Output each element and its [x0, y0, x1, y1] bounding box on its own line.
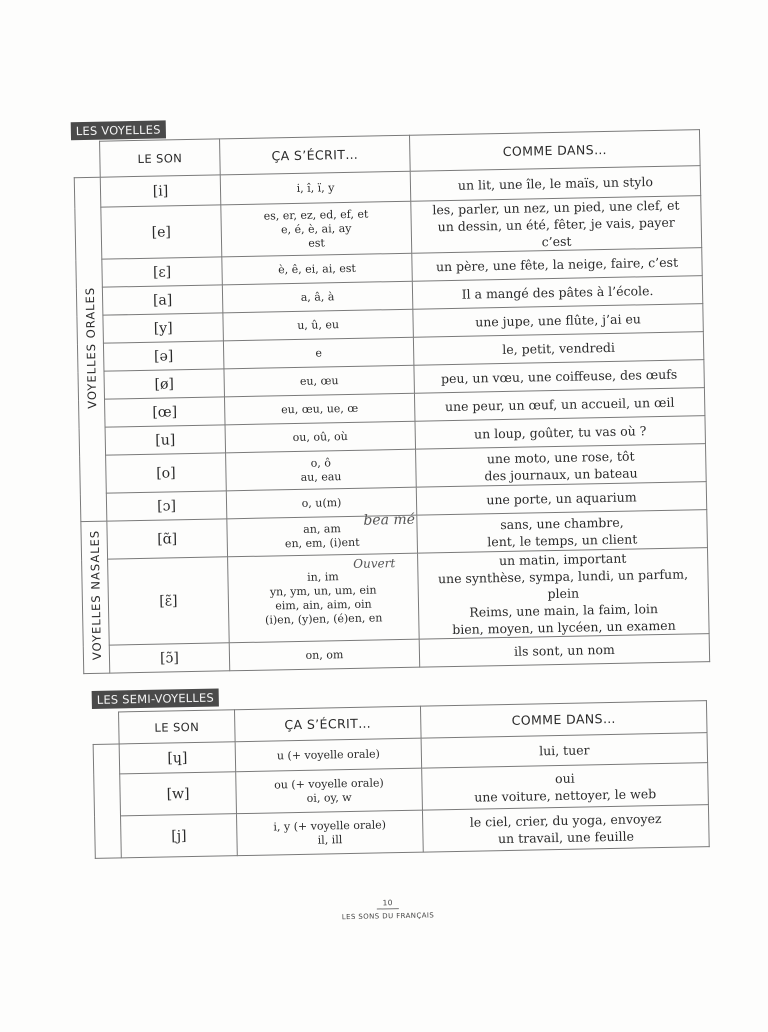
exemple-line: lent, le temps, un client — [487, 530, 638, 549]
ecrit-cell — [223, 337, 414, 369]
ecrit-line: eu, œu — [299, 373, 339, 388]
exemple-line: des journaux, un bateau — [484, 464, 638, 483]
ecrit-line: il, ill — [317, 832, 343, 847]
exemple-cell — [422, 763, 709, 810]
header-exemple: COMME DANS… — [409, 130, 700, 172]
exemple-line: lui, tuer — [538, 742, 590, 759]
exemple-cell — [418, 548, 710, 640]
exemple-line: peu, un vœu, une coiffeuse, des œufs — [440, 366, 678, 387]
son-cell: [ɛ̃] — [108, 557, 230, 645]
exemple-line: un travail, une feuille — [497, 828, 635, 846]
son-cell: [w] — [120, 772, 237, 816]
ecrit-line: eim, ain, aim, oin — [275, 597, 372, 612]
exemple-line: un loup, goûter, tu vas où ? — [473, 423, 647, 442]
exemple-line: un matin, important — [498, 550, 627, 569]
exemple-cell — [416, 444, 707, 488]
son-cell: [j] — [121, 814, 238, 858]
ecrit-cell — [226, 449, 417, 491]
exemple-cell — [417, 510, 708, 554]
son-cell: [œ] — [105, 397, 226, 427]
son-cell: [o] — [106, 453, 227, 493]
group-label-nasales: VOYELLES NASALES — [87, 530, 104, 661]
ecrit-line: au, eau — [300, 469, 342, 484]
son-cell: [y] — [103, 313, 224, 343]
exemple-cell — [422, 805, 709, 852]
exemple-line: une jupe, une flûte, j’ai eu — [475, 311, 642, 330]
exemple-line: une synthèse, sympa, lundi, un parfum, plein — [437, 566, 689, 602]
ecrit-cell — [220, 171, 411, 205]
header-son: LE SON — [100, 139, 221, 177]
ecrit-line: e, é, è, ai, ay — [280, 221, 352, 236]
ecrit-line: u, û, eu — [297, 317, 340, 332]
exemple-line: une voiture, nettoyer, le web — [474, 785, 657, 805]
exemple-line: un lit, une île, le maïs, un stylo — [457, 174, 654, 193]
ecrit-cell — [222, 281, 413, 313]
ecrit-cell — [225, 421, 416, 453]
ecrit-line: (i)en, (y)en, (é)en, en — [264, 610, 383, 627]
exemple-cell — [419, 634, 709, 668]
ecrit-line: yn, ym, un, um, ein — [269, 582, 377, 599]
exemple-line: une moto, une rose, tôt — [486, 447, 635, 466]
ecrit-line: o, ô — [310, 455, 332, 470]
ecrit-line: ou (+ voyelle orale) — [274, 775, 384, 791]
exemple-line: un dessin, un été, fêter, je vais, payer — [437, 214, 675, 235]
ecrit-cell — [224, 393, 415, 425]
group-cell-nasales — [81, 521, 110, 673]
header-exemple: COMME DANS… — [420, 701, 707, 738]
ecrit-line: e — [315, 345, 323, 360]
header-ecrit: ÇA S’ÉCRIT… — [234, 706, 421, 742]
exemple-line: Reims, une main, la faim, loin — [469, 601, 659, 620]
exemple-line: Il a mangé des pâtes à l’école. — [461, 283, 654, 302]
exemple-cell — [411, 196, 702, 254]
header-son: LE SON — [119, 710, 236, 744]
exemple-line: les, parler, un nez, un pied, une clef, et — [432, 197, 680, 218]
ecrit-cell — [235, 738, 422, 772]
son-cell: [ɔ] — [106, 491, 227, 521]
ecrit-line: es, er, ez, ed, ef, et — [263, 207, 369, 223]
son-cell: [e] — [101, 205, 222, 259]
ecrit-cell — [236, 810, 423, 856]
son-cell: [ɔ̃] — [109, 643, 230, 673]
ecrit-cell — [222, 253, 413, 285]
voyelles-table — [73, 129, 710, 674]
ecrit-line: on, om — [305, 647, 344, 662]
son-cell: [ə] — [103, 341, 224, 371]
ecrit-line: est — [308, 235, 325, 250]
ecrit-line: en, em, (i)ent — [284, 535, 360, 550]
ecrit-line: è, ê, ei, ai, est — [278, 261, 356, 276]
table-row — [82, 548, 710, 646]
header-ecrit: ÇA S’ÉCRIT… — [220, 135, 411, 175]
ecrit-cell — [224, 365, 415, 397]
ecrit-line: o, u(m) — [301, 495, 342, 510]
exemple-line: un père, une fête, la neige, faire, c’est — [435, 254, 679, 275]
ecrit-line: oi, oy, w — [306, 790, 352, 805]
son-cell: [u] — [105, 425, 226, 455]
ecrit-line: i, y (+ voyelle orale) — [273, 817, 387, 833]
header-spacer — [74, 141, 101, 177]
exemple-line: ils sont, un nom — [513, 641, 615, 659]
ecrit-line: eu, œu, ue, œ — [281, 401, 359, 416]
son-cell: [ø] — [104, 369, 225, 399]
ecrit-cell — [221, 201, 412, 257]
handwritten-note: Ouvert — [353, 556, 396, 571]
exemple-line: le ciel, crier, du yoga, envoyez — [469, 810, 662, 830]
handwritten-note: bea mé — [363, 511, 416, 529]
exemple-line: oui — [554, 770, 575, 786]
ecrit-cell — [223, 309, 414, 341]
son-cell: [ɛ] — [102, 257, 223, 287]
page-number: 10 — [376, 898, 399, 909]
ecrit-cell — [236, 768, 423, 814]
ecrit-line: in, im — [307, 569, 339, 584]
son-cell: [ɥ] — [119, 742, 236, 774]
ecrit-line: ou, oû, où — [292, 429, 348, 444]
ecrit-line: u (+ voyelle orale) — [276, 746, 380, 762]
ecrit-line: an, am — [303, 521, 341, 536]
son-cell: [i] — [100, 175, 221, 207]
exemple-line: c’est — [541, 233, 572, 250]
ecrit-line: a, â, à — [300, 289, 335, 304]
exemple-line: une porte, un aquarium — [486, 489, 637, 508]
exemple-line: une peur, un œuf, un accueil, un œil — [444, 394, 675, 415]
semi-voyelles-table — [92, 700, 710, 859]
section-title-semi-voyelles: LES SEMI-VOYELLES — [92, 689, 219, 709]
exemple-line: bien, moyen, un lycéen, un examen — [452, 617, 676, 638]
group-cell-semi — [93, 744, 121, 858]
ecrit-line: i, î, ï, y — [296, 180, 335, 195]
header-spacer — [93, 712, 120, 744]
son-cell: [a] — [102, 285, 223, 315]
section-title-voyelles: LES VOYELLES — [71, 120, 166, 140]
exemple-line: sans, une chambre, — [500, 514, 624, 532]
group-label-orales: VOYELLES ORALES — [82, 286, 99, 409]
ecrit-cell — [229, 639, 420, 671]
page-footer — [318, 897, 458, 922]
exemple-line: le, petit, vendredi — [502, 339, 616, 358]
son-cell: [ɑ̃] — [107, 519, 228, 559]
chapter-title: LES SONS DU FRANÇAIS — [341, 911, 435, 922]
